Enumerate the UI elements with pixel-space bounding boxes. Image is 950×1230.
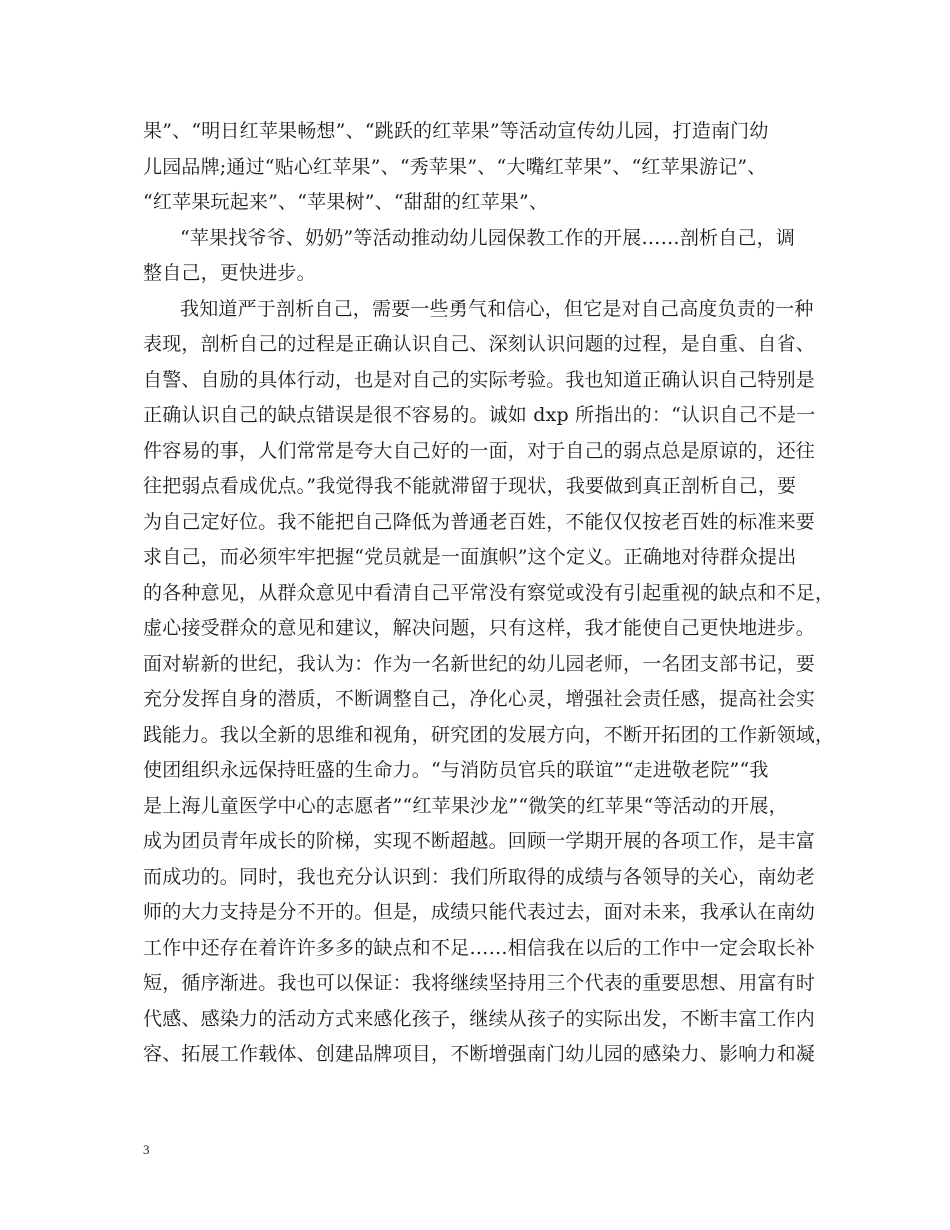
text-line: 求自己，而必须牢牢把握“党员就是一面旗帜”这个定义。正确地对待群众提出 xyxy=(143,546,797,568)
text-line: 往把弱点看成优点。”我觉得我不能就滞留于现状，我要做到真正剖析自己，要 xyxy=(143,475,797,497)
text-line: 表现，剖析自己的过程是正确认识自己、深刻认识问题的过程，是自重、自省、 xyxy=(143,333,816,355)
text-line: 正确认识自己的缺点错误是很不容易的。诚如 dxp 所指出的：“认识自己不是一 xyxy=(143,404,816,426)
text-line: 件容易的事，人们常常是夸大自己好的一面，对于自己的弱点总是原谅的，还往 xyxy=(143,440,816,462)
text-line: 果”、“明日红苹果畅想”、“跳跃的红苹果”等活动宣传幼儿园，打造南门幼 xyxy=(143,120,769,142)
text-line: 成为团员青年成长的阶梯，实现不断超越。回顾一学期开展的各项工作，是丰富 xyxy=(143,830,816,852)
text-line: 儿园品牌;通过“贴心红苹果”、“秀苹果”、“大嘴红苹果”、“红苹果游记”、 xyxy=(143,156,767,178)
text-line: 自警、自励的具体行动，也是对自己的实际考验。我也知道正确认识自己特别是 xyxy=(143,369,816,391)
text-line: 容、拓展工作载体、创建品牌项目，不断增强南门幼儿园的感染力、影响力和凝 xyxy=(143,1043,816,1065)
text-line: 面对崭新的世纪，我认为：作为一名新世纪的幼儿园老师，一名团支部书记，要 xyxy=(143,653,816,675)
text-line: 为自己定好位。我不能把自己降低为普通老百姓，不能仅仅按老百姓的标准来要 xyxy=(143,511,816,533)
text-line: 短，循序渐进。我也可以保证：我将继续坚持用三个代表的重要思想、用富有时 xyxy=(143,972,816,994)
text-line: 而成功的。同时，我也充分认识到：我们所取得的成绩与各领导的关心，南幼老 xyxy=(143,866,816,888)
text-line: 的各种意见，从群众意见中看清自己平常没有察觉或没有引起重视的缺点和不足， xyxy=(143,582,835,604)
text-line: 使团组织永远保持旺盛的生命力。“与消防员官兵的联谊”“走进敬老院”“我 xyxy=(143,759,769,781)
text-line: “苹果找爷爷、奶奶”等活动推动幼儿园保教工作的开展……剖析自己，调 xyxy=(180,227,796,249)
text-line: 虚心接受群众的意见和建议，解决问题，只有这样，我才能使自己更快地进步。 xyxy=(143,617,816,639)
text-line: 是上海儿童医学中心的志愿者”“红苹果沙龙”“微笑的红苹果“等活动的开展， xyxy=(143,795,788,817)
text-line: 师的大力支持是分不开的。但是，成绩只能代表过去，面对未来，我承认在南幼 xyxy=(143,901,816,923)
text-line: 整自己，更快进步。 xyxy=(143,262,316,284)
text-line: 我知道严于剖析自己，需要一些勇气和信心，但它是对自己高度负责的一种 xyxy=(180,298,814,320)
page-number: 3 xyxy=(143,1142,150,1157)
text-line: 践能力。我以全新的思维和视角，研究团的发展方向，不断开拓团的工作新领域， xyxy=(143,724,835,746)
text-line: “红苹果玩起来”、“苹果树”、“甜甜的红苹果”、 xyxy=(143,191,549,213)
text-line: 代感、感染力的活动方式来感化孩子，继续从孩子的实际出发，不断丰富工作内 xyxy=(143,1008,816,1030)
text-line: 充分发挥自身的潜质，不断调整自己，净化心灵，增强社会责任感，提高社会实 xyxy=(143,688,816,710)
text-line: 工作中还存在着许许多多的缺点和不足……相信我在以后的工作中一定会取长补 xyxy=(143,937,816,959)
